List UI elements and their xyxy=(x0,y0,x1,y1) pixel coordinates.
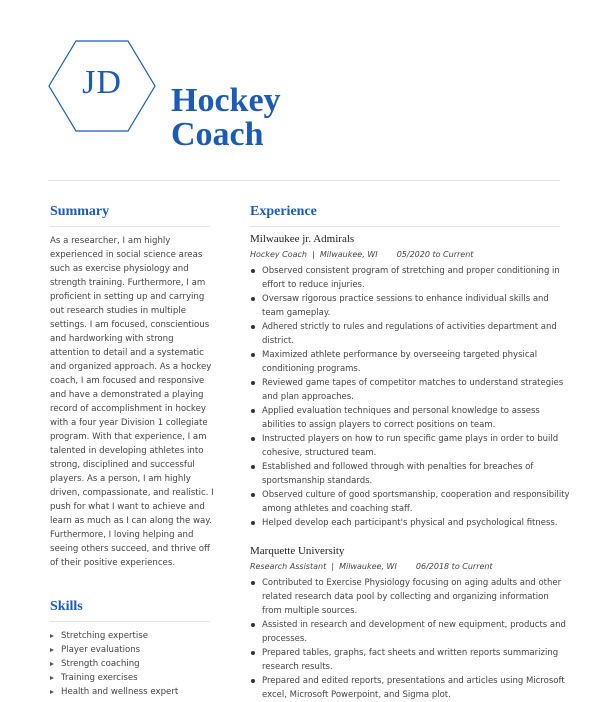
skill-item: Health and wellness expert xyxy=(50,685,215,699)
job-separator: | xyxy=(312,250,315,259)
skills-list xyxy=(50,629,215,699)
job-bullet: Maximized athlete performance by overseeing targeted physical conditioning programs. xyxy=(250,348,570,376)
job-bullet: Oversaw rigorous practice sessions to enhance individual skills and team gameplay. xyxy=(250,292,570,320)
job-location: Milwaukee, WI xyxy=(319,250,378,259)
experience-heading: Experience xyxy=(250,204,317,219)
job-bullet: Applied evaluation techniques and personal knowledge to assess abilities to assign players to correct positions on team. xyxy=(250,404,570,432)
job-role: Hockey Coach xyxy=(250,250,307,259)
job-bullet: Prepared and edited reports, presentations and articles using Microsoft excel, Microsoft Powerpoint, and Sigma plot. xyxy=(250,674,570,702)
job-bullet: Adhered strictly to rules and regulations of activities department and district. xyxy=(250,320,570,348)
job-separator: | xyxy=(331,562,335,571)
title-line-2: Coach xyxy=(171,116,264,153)
job-details xyxy=(250,562,493,571)
job-bullet: Prepared tables, graphs, fact sheets and written reports summarizing research results. xyxy=(250,646,570,674)
job-role: Research Assistant xyxy=(250,562,327,571)
resume-title xyxy=(171,84,281,152)
skill-item: Strength coaching xyxy=(50,657,215,671)
job-bullet-list xyxy=(250,576,570,702)
skill-item: Training exercises xyxy=(50,671,215,685)
skills-heading: Skills xyxy=(50,599,83,614)
job-bullet: Observed consistent program of stretching and proper conditioning in effort to reduce injuries. xyxy=(250,264,570,292)
summary-divider xyxy=(50,226,210,227)
header-divider xyxy=(48,180,560,181)
job-bullet: Reviewed game tapes of competitor matches to understand strategies and plan approaches. xyxy=(250,376,570,404)
job-bullet: Observed culture of good sportsmanship, cooperation and responsibility among athletes and coaching staff. xyxy=(250,488,570,516)
title-line-1: Hockey xyxy=(171,82,281,119)
job-bullet: Established and followed through with penalties for breaches of sportsmanship standards. xyxy=(250,460,570,488)
job-dates: 06/2018 to Current xyxy=(415,562,493,571)
monogram-initials: JD xyxy=(82,64,122,101)
job-details xyxy=(250,250,473,259)
job-organization: Marquette University xyxy=(250,545,345,557)
job-bullet-list xyxy=(250,264,570,530)
skill-item: Player evaluations xyxy=(50,643,215,657)
job-dates: 05/2020 to Current xyxy=(396,250,474,259)
job-bullet: Contributed to Exercise Physiology focusing on aging adults and other related research data pool by collecting and organizing information from multiple sources. xyxy=(250,576,570,618)
skill-item: Stretching expertise xyxy=(50,629,215,643)
experience-divider xyxy=(250,226,560,227)
summary-heading: Summary xyxy=(50,204,110,219)
job-location: Milwaukee, WI xyxy=(339,562,397,571)
job-bullet: Helped develop each participant's physical and psychological fitness. xyxy=(250,516,570,530)
job-bullet: Assisted in research and development of new equipment, products and processes. xyxy=(250,618,570,646)
job-bullet: Instructed players on how to run specific game plays in order to build cohesive, structured team. xyxy=(250,432,570,460)
job-organization: Milwaukee jr. Admirals xyxy=(250,233,355,245)
summary-text: As a researcher, I am highly experienced in social science areas such as exercise physiology and strength training. Furthermore, I am proficient in setting up and carrying out research studies in multiple settings. I am focused, conscientious and hardworking with strong attention to detail and a systematic and organized approach. As a hockey coach, I am focused and responsive and have a demonstrated a playing record of accomplishment in hockey with a four year Division 1 collegiate program. With that experience, I am talented in developing athletes into strong, disciplined and successful players. As a person, I am highly driven, compassionate, and realistic. I push for what I want to achieve and learn as much as I can along the way. Furthermore, I loving helping and seeing others succeed, and thrive off of their positive experiences. xyxy=(50,236,214,568)
skills-divider xyxy=(50,621,210,622)
